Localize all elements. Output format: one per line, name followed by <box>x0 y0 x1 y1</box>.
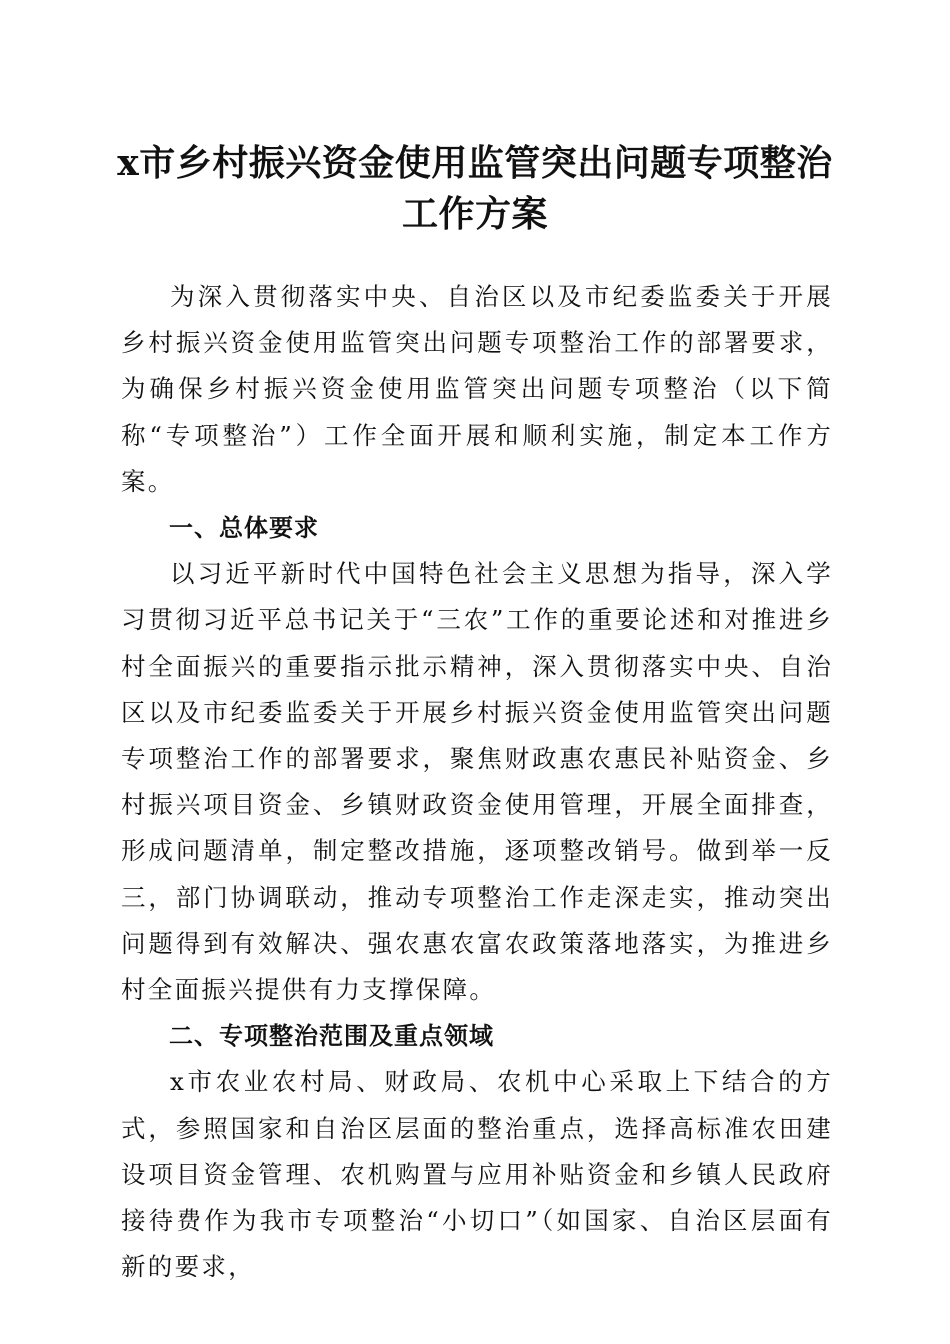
document-body <box>121 274 833 1290</box>
intro-paragraph: 为深入贯彻落实中央、自治区以及市纪委监委关于开展乡村振兴资金使用监管突出问题专项整治工作的部署要求，为确保乡村振兴资金使用监管突出问题专项整治（以下简称“专项整治”）工作全面开展和顺利实施，制定本工作方案。 <box>121 282 833 496</box>
section-heading-overall-requirements: 一、总体要求 <box>169 514 319 543</box>
document-title <box>110 138 840 240</box>
section-paragraph-overall-requirements: 以习近平新时代中国特色社会主义思想为指导，深入学习贯彻习近平总书记关于“三农”工作的重要论述和对推进乡村全面振兴的重要指示批示精神，深入贯彻落实中央、自治区以及市纪委监委关于开展乡村振兴资金使用监管突出问题专项整治工作的部署要求，聚焦财政惠农惠民补贴资金、乡村振兴项目资金、乡镇财政资金使用管理，开展全面排查，形成问题清单，制定整改措施，逐项整改销号。做到举一反三，部门协调联动，推动专项整治工作走深走实，推动突出问题得到有效解决、强农惠农富农政策落地落实，为推进乡村全面振兴提供有力支撑保障。 <box>121 559 833 1005</box>
section-heading-scope: 二、专项整治范围及重点领域 <box>169 1022 494 1051</box>
document-title-line-1: x市乡村振兴资金使用监管突出问题专项整治 <box>117 142 833 184</box>
section-paragraph-scope: x市农业农村局、财政局、农机中心采取上下结合的方式，参照国家和自治区层面的整治重点，选择高标准农田建设项目资金管理、农机购置与应用补贴资金和乡镇人民政府接待费作为我市专项整治“小切口”（如国家、自治区层面有新的要求， <box>121 1067 833 1282</box>
document-title-line-2: 工作方案 <box>401 193 548 235</box>
